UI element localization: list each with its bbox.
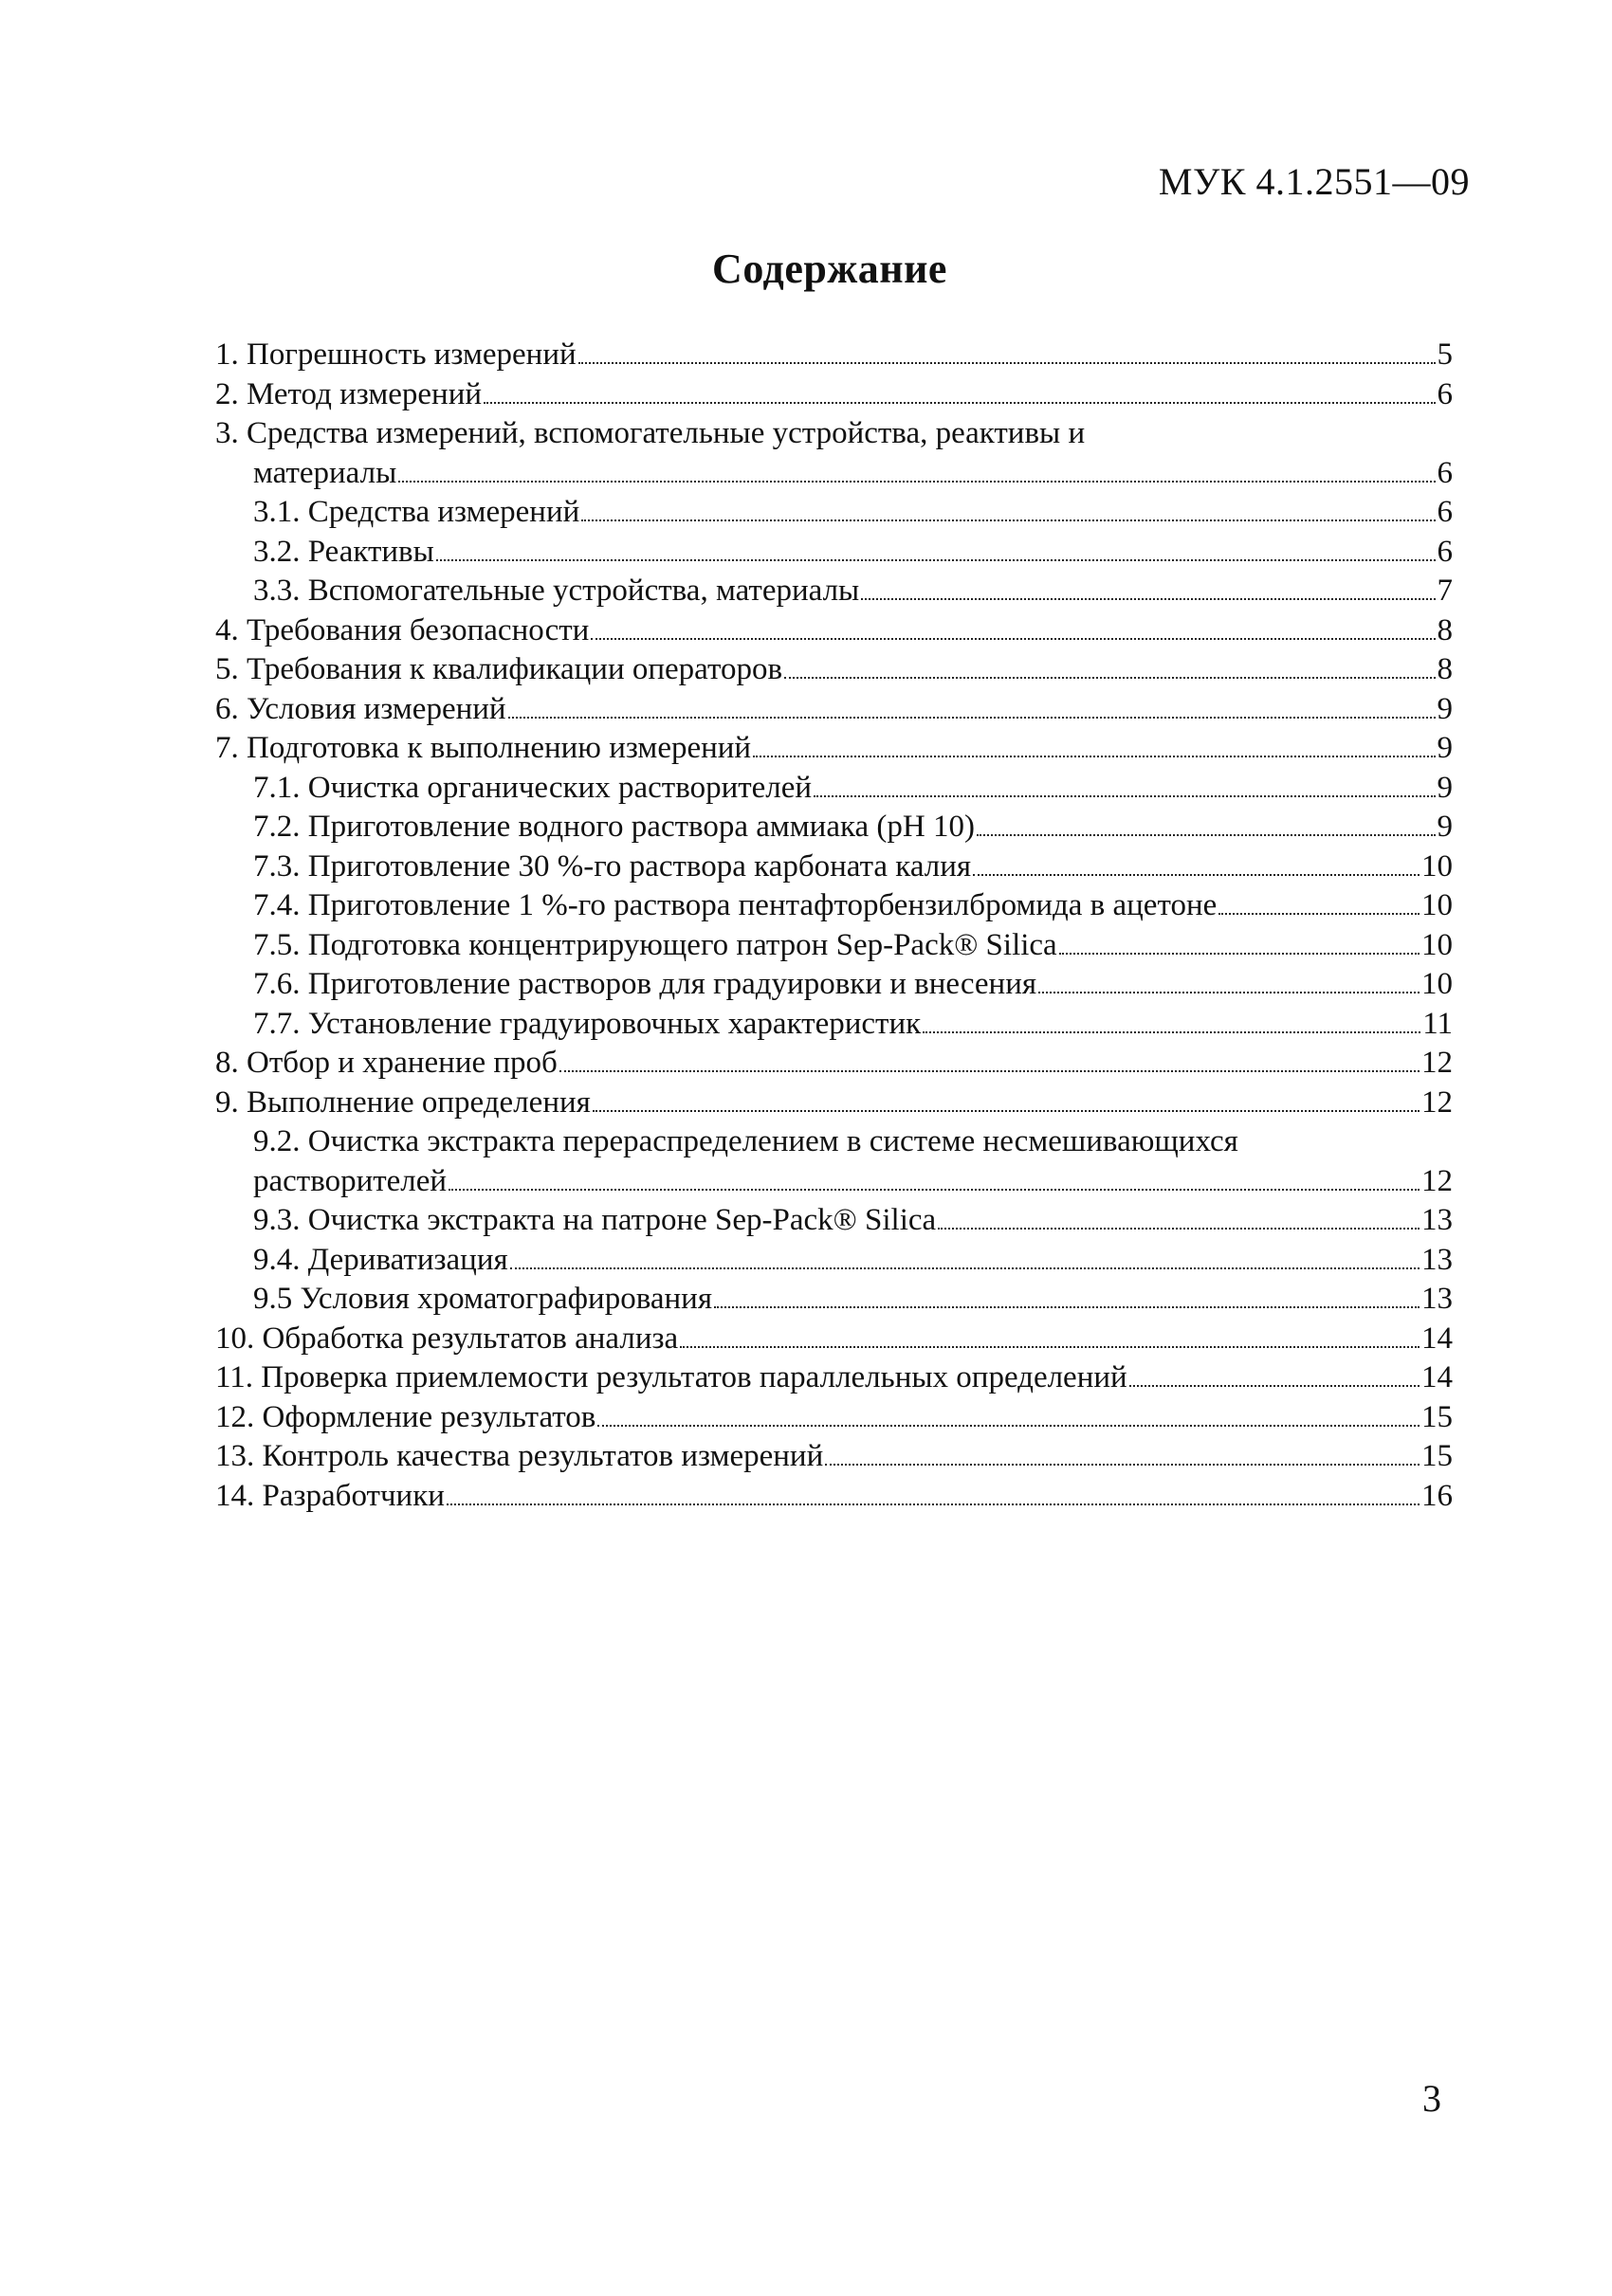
toc-entry-9-5[interactable]: [215, 1280, 1453, 1320]
toc-page-number: 14: [1421, 1321, 1453, 1356]
toc-entry-3-2[interactable]: [215, 533, 1453, 573]
toc-label: 7.7. Установление градуировочных характеристик: [253, 1006, 922, 1041]
toc-page-number: 8: [1437, 612, 1453, 647]
dot-leader: [1059, 953, 1420, 955]
toc-entry-7-1[interactable]: [215, 769, 1453, 809]
dot-leader: [578, 362, 1436, 364]
dot-leader: [484, 402, 1435, 404]
dot-leader: [1038, 992, 1420, 993]
toc-page-number: 9: [1437, 770, 1453, 805]
dot-leader: [1129, 1385, 1420, 1387]
toc-label-line-1: 3. Средства измерений, вспомогательные устройства, реактивы и: [215, 416, 1086, 450]
toc-label: 7.1. Очистка органических растворителей: [253, 770, 813, 805]
toc-entry-9-4[interactable]: [215, 1241, 1453, 1281]
toc-entry-7[interactable]: [215, 729, 1453, 769]
toc-label: 7.2. Приготовление водного раствора аммиака (pH 10): [253, 810, 975, 844]
toc-entry-3-3[interactable]: [215, 572, 1453, 611]
toc-page-number: 10: [1421, 848, 1453, 884]
toc-label: 4. Требования безопасности: [215, 612, 590, 647]
toc-label: 8. Отбор и хранение проб: [215, 1046, 558, 1080]
toc-label: 7. Подготовка к выполнению измерений: [215, 731, 752, 765]
toc-page-number: 8: [1437, 652, 1453, 686]
toc-page-number: 14: [1421, 1360, 1453, 1394]
toc-entry-7-7[interactable]: [215, 1005, 1453, 1045]
dot-leader: [814, 795, 1435, 797]
toc-entry-8[interactable]: [215, 1044, 1453, 1084]
dot-leader: [1218, 913, 1420, 915]
toc-entry-9-2[interactable]: [215, 1122, 1453, 1201]
toc-label: 7.6. Приготовление растворов для градуировки и внесения: [253, 967, 1037, 1001]
toc-page-number: 13: [1421, 1242, 1453, 1277]
toc-page-number: 12: [1421, 1046, 1453, 1080]
toc-label: 5. Требования к квалификации операторов: [215, 652, 783, 686]
toc-page-number: 12: [1421, 1084, 1453, 1120]
toc-page-number: 16: [1421, 1478, 1453, 1513]
toc-page-number: 11: [1422, 1006, 1453, 1041]
dot-leader: [581, 519, 1435, 521]
dot-leader: [938, 1228, 1420, 1230]
toc-label: 7.3. Приготовление 30 %-го раствора карбоната калия: [253, 848, 972, 884]
toc-label: 3.3. Вспомогательные устройства, материалы: [253, 574, 860, 608]
toc-entry-2[interactable]: [215, 375, 1453, 415]
toc-label: 9.3. Очистка экстракта на патроне Sep-Pack® Silica: [253, 1203, 937, 1237]
toc-label: 9. Выполнение определения: [215, 1084, 591, 1120]
dot-leader: [593, 1110, 1420, 1112]
toc-entry-7-4[interactable]: [215, 886, 1453, 926]
toc-entry-9-3[interactable]: [215, 1201, 1453, 1241]
toc-page-number: 13: [1421, 1282, 1453, 1316]
toc-label-line-1: 9.2. Очистка экстракта перераспределением в системе несмешивающихся: [253, 1124, 1238, 1158]
toc-entry-1[interactable]: [215, 336, 1453, 375]
toc-page-number: 6: [1437, 376, 1453, 411]
toc-entry-7-3[interactable]: [215, 847, 1453, 887]
dot-leader: [436, 559, 1436, 561]
toc-label: 2. Метод измерений: [215, 376, 483, 411]
toc-page-number: 12: [1421, 1163, 1453, 1198]
dot-leader: [680, 1346, 1420, 1348]
toc-entry-9[interactable]: [215, 1084, 1453, 1123]
toc-page-number: 10: [1421, 967, 1453, 1001]
toc-label: 7.4. Приготовление 1 %-го раствора пентафторбензилбромида в ацетоне: [253, 888, 1218, 922]
toc-page-number: 6: [1437, 495, 1453, 529]
toc-entry-10[interactable]: [215, 1320, 1453, 1359]
dot-leader: [447, 1503, 1420, 1505]
page-number: 3: [1422, 2077, 1441, 2120]
dot-leader: [714, 1306, 1420, 1308]
toc-entry-3-1[interactable]: [215, 493, 1453, 533]
toc-entry-4[interactable]: [215, 611, 1453, 651]
toc-entry-5[interactable]: [215, 650, 1453, 690]
toc-label: 1. Погрешность измерений: [215, 337, 577, 372]
toc-label: 9.4. Дериватизация: [253, 1242, 508, 1277]
toc-entry-14[interactable]: [215, 1477, 1453, 1517]
toc-entry-7-6[interactable]: [215, 965, 1453, 1005]
toc-page-number: 9: [1437, 731, 1453, 765]
toc-entry-12[interactable]: [215, 1398, 1453, 1438]
dot-leader: [973, 874, 1420, 876]
toc-page-number: 5: [1437, 337, 1453, 372]
toc-page-number: 15: [1421, 1439, 1453, 1473]
toc-label: 3.1. Средства измерений: [253, 495, 580, 529]
toc-page-number: 6: [1437, 455, 1453, 490]
toc-label: 7.5. Подготовка концентрирующего патрон Sep-Pack® Silica: [253, 927, 1057, 962]
toc-page-number: 13: [1421, 1203, 1453, 1237]
toc-label-line-2: материалы: [253, 455, 397, 490]
dot-leader: [753, 756, 1435, 757]
table-of-contents: [215, 336, 1453, 1516]
toc-label: 9.5 Условия хроматографирования: [253, 1282, 713, 1316]
dot-leader: [510, 1267, 1420, 1269]
toc-label-line-2: растворителей: [253, 1163, 448, 1198]
toc-entry-3[interactable]: [215, 414, 1453, 493]
dot-leader: [591, 638, 1435, 640]
toc-label: 10. Обработка результатов анализа: [215, 1321, 679, 1356]
dot-leader: [977, 834, 1436, 836]
toc-page-number: 6: [1437, 534, 1453, 569]
toc-entry-6[interactable]: [215, 690, 1453, 730]
page-title: Содержание: [712, 246, 947, 292]
toc-entry-13[interactable]: [215, 1437, 1453, 1477]
toc-page-number: 15: [1421, 1399, 1453, 1434]
dot-leader: [784, 677, 1435, 679]
toc-label: 12. Оформление результатов: [215, 1399, 596, 1434]
toc-label: 11. Проверка приемлемости результатов параллельных определений: [215, 1360, 1127, 1394]
toc-entry-7-5[interactable]: [215, 926, 1453, 966]
dot-leader: [398, 481, 1435, 483]
toc-page-number: 7: [1437, 574, 1453, 608]
toc-entry-7-2[interactable]: [215, 808, 1453, 847]
toc-label: 3.2. Реактивы: [253, 534, 434, 569]
toc-page-number: 10: [1421, 888, 1453, 922]
toc-label: 13. Контроль качества результатов измерений: [215, 1439, 824, 1473]
dot-leader: [559, 1070, 1420, 1072]
toc-label: 14. Разработчики: [215, 1478, 445, 1513]
document-code: МУК 4.1.2551—09: [1158, 160, 1470, 203]
dot-leader: [861, 598, 1435, 600]
dot-leader: [825, 1464, 1420, 1466]
toc-entry-11[interactable]: [215, 1358, 1453, 1398]
toc-page-number: 10: [1421, 927, 1453, 962]
dot-leader: [449, 1189, 1420, 1191]
dot-leader: [923, 1031, 1420, 1033]
toc-label: 6. Условия измерений: [215, 691, 506, 726]
dot-leader: [508, 717, 1436, 719]
toc-page-number: 9: [1437, 691, 1453, 726]
toc-page-number: 9: [1437, 810, 1453, 844]
dot-leader: [597, 1425, 1420, 1427]
